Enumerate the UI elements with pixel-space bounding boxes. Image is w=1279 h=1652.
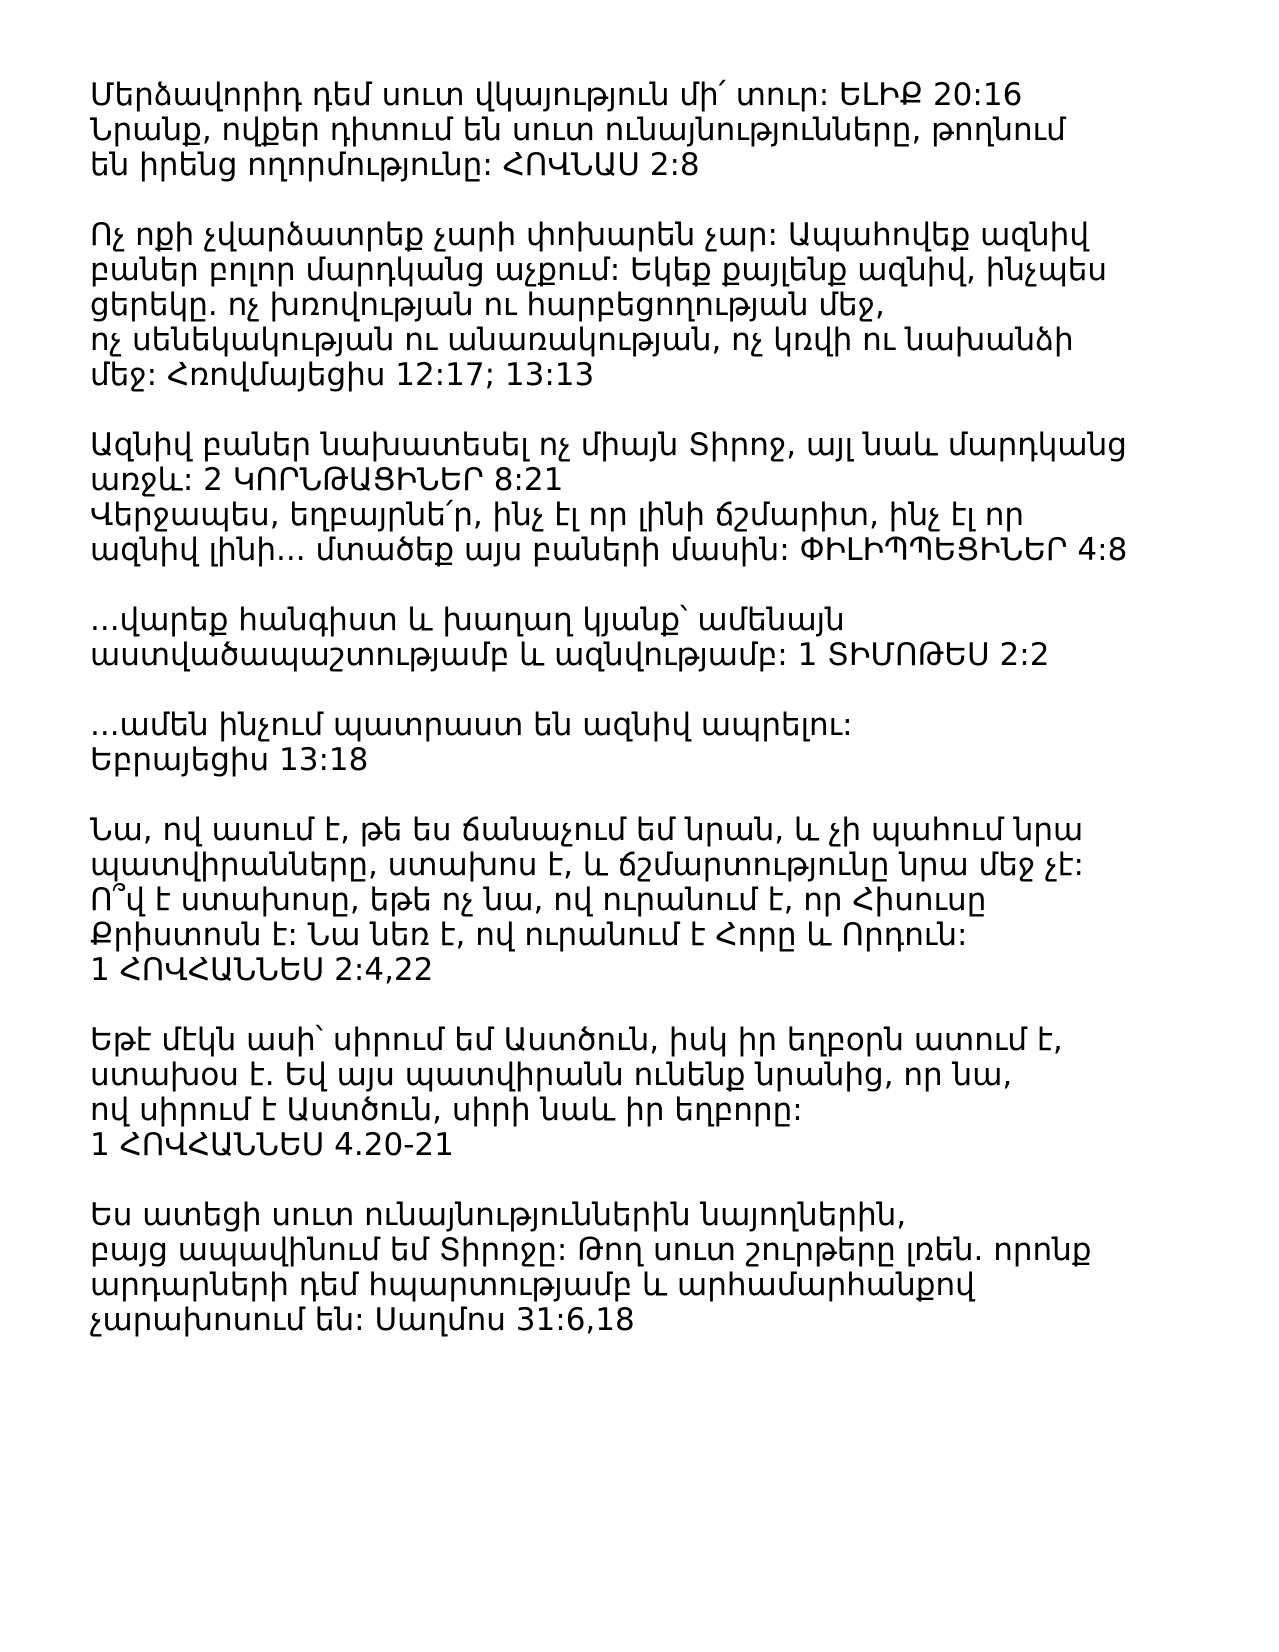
text-line: ...ամեն ինչում պատրաստ են ազնիվ ապրելու: [90, 707, 853, 743]
text-line: Ազնիվ բաներ նախատեսել ոչ միայն Տիրոջ, այլ նաև մարդկանց [90, 427, 1127, 463]
text-line: Եբրայեցիս 13:18 [90, 742, 369, 778]
paragraph-exodus [90, 78, 1210, 183]
text-line: ազնիվ լինի... մտածեք այս բաների մասին: ՓԻԼԻՊՊԵՑԻՆԵՐ 4:8 [90, 532, 1128, 568]
text-line: Քրիստոսն է: Նա նեռ է, ով ուրանում է Հորը և Որդուն: [90, 917, 968, 953]
text-line: 1 ՀՈՎՀԱՆՆԵՍ 4.20-21 [90, 1127, 454, 1163]
text-line: Մերձավորիդ դեմ սուտ վկայություն մի՛ տուր: ԵԼԻՔ 20:16 [90, 77, 1023, 113]
text-line: 1 ՀՈՎՀԱՆՆԵՍ 2:4,22 [90, 952, 434, 988]
paragraph-1john-2 [90, 813, 1210, 988]
text-line: ստախօս է. Եվ այս պատվիրանն ունենք նրանից, որ նա, [90, 1057, 1013, 1093]
text-line: աստվածապաշտությամբ և ազնվությամբ: 1 ՏԻՄՈԹԵՍ 2:2 [90, 637, 1050, 673]
text-line: պատվիրանները, ստախոս է, և ճշմարտությունը նրա մեջ չէ: [90, 847, 1084, 883]
text-line: Վերջապես, եղբայրնե՛ր, ինչ էլ որ լինի ճշմարիտ, ինչ էլ որ [90, 497, 1024, 533]
text-line: Ոչ ոքի չվարձատրեք չարի փոխարեն չար: Ապահովեք ազնիվ [90, 217, 1089, 253]
paragraph-timothy [90, 603, 1210, 673]
text-line: ...վարեք հանգիստ և խաղաղ կյանք՝ ամենայն [90, 602, 845, 638]
text-line: չարախոսում են: Սաղմոս 31:6,18 [90, 1302, 635, 1338]
text-line: Եթէ մէկն ասի՝ սիրում եմ Աստծուն, իսկ իր եղբօրն ատում է, [90, 1022, 1063, 1058]
text-line: ոչ սենեկակության ու անառակության, ոչ կռվի ու նախանձի [90, 322, 1074, 358]
text-line: ով սիրում է Աստծուն, սիրի նաև իր եղբորը: [90, 1092, 803, 1128]
paragraph-hebrews [90, 708, 1210, 778]
paragraph-romans [90, 218, 1210, 393]
text-line: առջև: 2 ԿՈՐՆԹԱՑԻՆԵՐ 8:21 [90, 462, 564, 498]
text-line: Ես ատեցի սուտ ունայնություններին նայողներին, [90, 1197, 907, 1233]
text-line: արդարների դեմ հպարտությամբ և արհամարհանքով [90, 1267, 975, 1303]
text-line: Նրանք, ովքեր դիտում են սուտ ունայնությունները, թողնում [90, 112, 1066, 148]
text-line: են իրենց ողորմությունը: ՀՈՎՆԱՍ 2:8 [90, 147, 700, 183]
text-line: Ո՞վ է ստախոսը, եթե ոչ նա, ով ուրանում է, որ Հիսուսը [90, 882, 987, 918]
text-line: բայց ապավինում եմ Տիրոջը: Թող սուտ շուրթերը լռեն. որոնք [90, 1232, 1092, 1268]
document-page [90, 78, 1210, 1373]
paragraph-psalms [90, 1198, 1210, 1338]
text-line: Նա, ով ասում է, թե ես ճանաչում եմ նրան, և չի պահում նրա [90, 812, 1084, 848]
paragraph-1john-4 [90, 1023, 1210, 1163]
text-line: մեջ: Հռովմայեցիս 12:17; 13:13 [90, 357, 595, 393]
text-line: բաներ բոլոր մարդկանց աչքում: Եկեք քայլենք ազնիվ, ինչպես [90, 252, 1108, 288]
paragraph-corinthians [90, 428, 1210, 568]
text-line: ցերեկը. ոչ խռովության ու հարբեցողության մեջ, [90, 287, 885, 323]
